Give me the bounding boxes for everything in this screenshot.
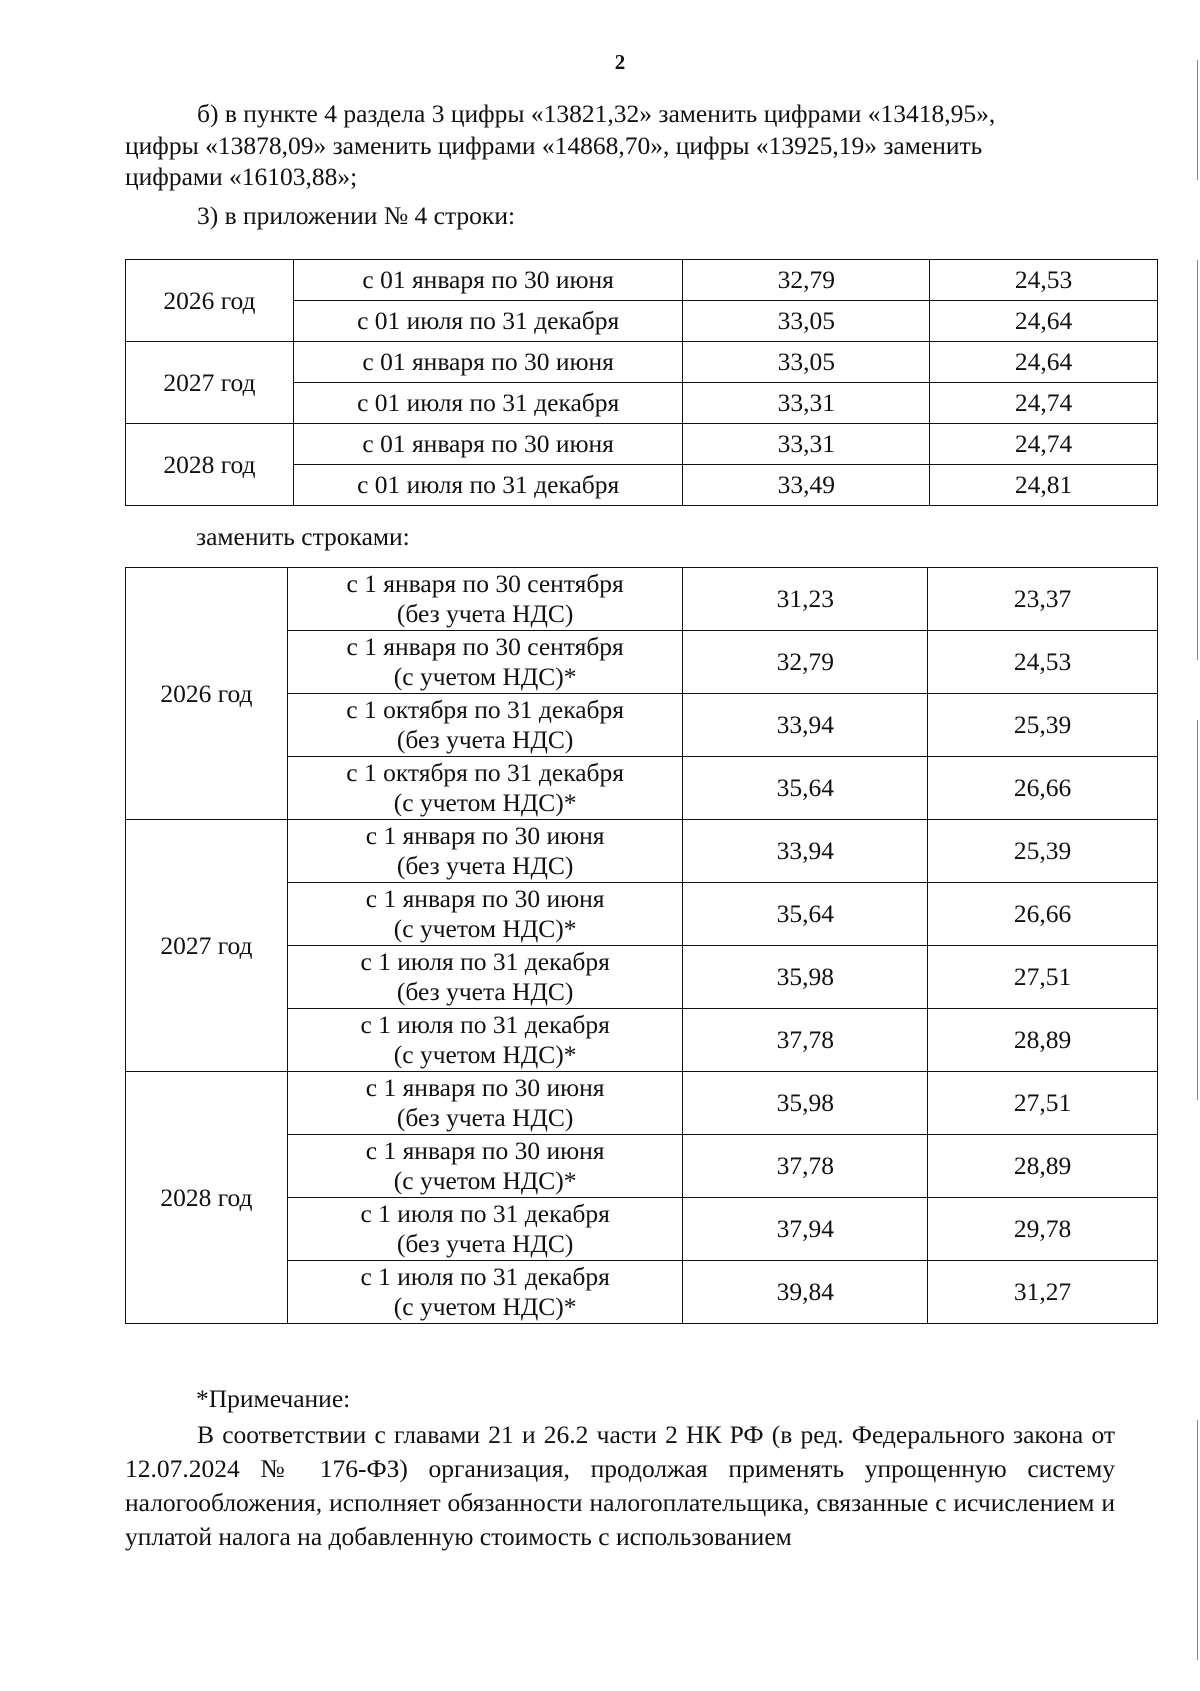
year-cell: 2028 год (126, 424, 294, 506)
period-label: с 1 января по 30 июня (365, 1073, 605, 1102)
value-cell: 37,78 (683, 1009, 928, 1072)
page-number: 2 (614, 50, 626, 74)
value-cell: 33,31 (683, 383, 930, 424)
period-cell: с 01 января по 30 июня (293, 424, 683, 465)
period-cell (287, 568, 683, 631)
period-label: с 1 октября по 31 декабря (346, 758, 624, 787)
year-cell: 2026 год (126, 568, 288, 820)
value-cell: 28,89 (928, 1135, 1158, 1198)
vat-label: (с учетом НДС)* (393, 914, 577, 943)
vat-label: (без учета НДС) (396, 599, 574, 628)
year-cell: 2028 год (126, 1072, 288, 1324)
value-cell: 32,79 (683, 631, 928, 694)
old-rates-table (125, 259, 1158, 506)
value-cell: 25,39 (928, 820, 1158, 883)
value-cell: 33,94 (683, 694, 928, 757)
value-cell: 28,89 (928, 1009, 1158, 1072)
value-cell: 33,94 (683, 820, 928, 883)
value-cell: 24,53 (930, 260, 1158, 301)
period-cell (287, 1135, 683, 1198)
table-row (126, 342, 1158, 383)
value-cell: 33,05 (683, 342, 930, 383)
value-cell: 33,05 (683, 301, 930, 342)
value-cell: 37,94 (683, 1198, 928, 1261)
period-cell: с 01 июля по 31 декабря (293, 383, 683, 424)
value-cell: 26,66 (928, 883, 1158, 946)
value-cell: 23,37 (928, 568, 1158, 631)
value-cell: 32,79 (683, 260, 930, 301)
table-row (126, 424, 1158, 465)
period-label: с 1 июля по 31 декабря (360, 1262, 610, 1291)
vat-label: (без учета НДС) (396, 851, 574, 880)
vat-label: (с учетом НДС)* (393, 1040, 577, 1069)
year-cell: 2026 год (126, 260, 294, 342)
value-cell: 24,53 (928, 631, 1158, 694)
vat-label: (с учетом НДС)* (393, 1166, 577, 1195)
value-cell: 24,64 (930, 301, 1158, 342)
period-cell: с 01 июля по 31 декабря (293, 301, 683, 342)
period-label: с 1 января по 30 сентября (346, 569, 624, 598)
value-cell: 31,23 (683, 568, 928, 631)
paragraph-text: б) в пункте 4 раздела 3 цифры «13821,32» заменить цифрами «13418,95», цифры «13878,09» заменить цифрами «14868,70», цифры «13925,19» заменить цифрами «16103,88»; (125, 99, 996, 191)
note-title: *Примечание: (196, 1384, 351, 1413)
scan-edge-line (1197, 720, 1199, 1100)
value-cell: 27,51 (928, 1072, 1158, 1135)
period-label: с 1 января по 30 июня (365, 884, 605, 913)
period-label: с 1 января по 30 июня (365, 1136, 605, 1165)
value-cell: 37,78 (683, 1135, 928, 1198)
period-cell (287, 820, 683, 883)
value-cell: 26,66 (928, 757, 1158, 820)
value-cell: 39,84 (683, 1261, 928, 1324)
period-cell (287, 1261, 683, 1324)
period-cell (287, 757, 683, 820)
value-cell: 35,98 (683, 946, 928, 1009)
period-cell (287, 1009, 683, 1072)
period-cell (287, 631, 683, 694)
value-cell: 25,39 (928, 694, 1158, 757)
value-cell: 31,27 (928, 1261, 1158, 1324)
note-body (125, 1418, 1115, 1554)
vat-label: (без учета НДС) (396, 725, 574, 754)
scan-edge-line (1197, 260, 1199, 660)
period-cell (287, 1072, 683, 1135)
value-cell: 33,49 (683, 465, 930, 506)
paragraph-amendment-3 (125, 200, 1070, 232)
vat-label: (без учета НДС) (396, 1103, 574, 1132)
value-cell: 24,64 (930, 342, 1158, 383)
period-cell (287, 1198, 683, 1261)
note-text: В соответствии с главами 21 и 26.2 части 2 НК РФ (в ред. Федерального закона от 12.07.2024 № 176-ФЗ) организация, продолжая применять упрощенную систему налогообложения, исполняет обязанности налогоплательщика, связанные с исчислением и уплатой налога на добавленную стоимость с использованием (125, 1420, 1115, 1551)
table-row (126, 568, 1158, 631)
period-label: с 1 июля по 31 декабря (360, 1199, 610, 1228)
new-rates-table (125, 567, 1158, 1324)
vat-label: (с учетом НДС)* (393, 662, 577, 691)
value-cell: 24,81 (930, 465, 1158, 506)
period-cell: с 01 января по 30 июня (293, 342, 683, 383)
period-cell (287, 946, 683, 1009)
period-label: с 1 октября по 31 декабря (346, 695, 624, 724)
value-cell: 35,64 (683, 757, 928, 820)
value-cell: 29,78 (928, 1198, 1158, 1261)
scan-edge-line (1197, 60, 1199, 180)
period-label: с 1 июля по 31 декабря (360, 1010, 610, 1039)
period-label: с 1 января по 30 июня (365, 821, 605, 850)
period-cell: с 01 июля по 31 декабря (293, 465, 683, 506)
vat-label: (с учетом НДС)* (393, 1292, 577, 1321)
value-cell: 33,31 (683, 424, 930, 465)
table-row (126, 1072, 1158, 1135)
vat-label: (без учета НДС) (396, 977, 574, 1006)
value-cell: 24,74 (930, 383, 1158, 424)
period-cell (287, 694, 683, 757)
value-cell: 35,98 (683, 1072, 928, 1135)
paragraph-replace-with: заменить строками: (196, 522, 410, 551)
period-cell: с 01 января по 30 июня (293, 260, 683, 301)
period-label: с 1 января по 30 сентября (346, 632, 624, 661)
table-row (126, 260, 1158, 301)
paragraph-amendment-b (125, 98, 1070, 193)
table-row (126, 820, 1158, 883)
value-cell: 27,51 (928, 946, 1158, 1009)
vat-label: (без учета НДС) (396, 1229, 574, 1258)
year-cell: 2027 год (126, 342, 294, 424)
period-label: с 1 июля по 31 декабря (360, 947, 610, 976)
value-cell: 35,64 (683, 883, 928, 946)
scan-edge-line (1197, 1420, 1199, 1660)
period-cell (287, 883, 683, 946)
year-cell: 2027 год (126, 820, 288, 1072)
value-cell: 24,74 (930, 424, 1158, 465)
vat-label: (с учетом НДС)* (393, 788, 577, 817)
paragraph-text: 3) в приложении № 4 строки: (197, 201, 516, 230)
